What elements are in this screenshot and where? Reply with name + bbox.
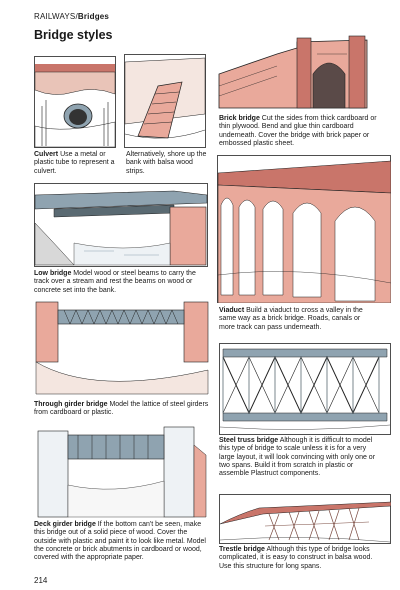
shored-bank-illustration	[124, 54, 206, 148]
low-bridge-caption: Low bridge Model wood or steel beams to carry the track over a stream and rest the beams on wood or concrete set into the bank.	[34, 270, 196, 294]
deck-girder-illustration	[34, 425, 208, 519]
brick-bridge-illustration	[217, 34, 369, 110]
low-bridge-illustration	[34, 183, 208, 267]
deck-girder-caption: Deck girder bridge If the bottom can't be seen, make this bridge out of a solid piece of wood. Cover the outside with plastic and paint it to look like metal. Model the concrete or brick abutments in cardboard or wood, covered with the appropriate paper.	[34, 521, 206, 562]
culvert-illustration	[34, 56, 116, 148]
through-girder-illustration	[34, 300, 210, 396]
steel-truss-caption: Steel truss bridge Although it is difficult to model this type of bridge to scale unless it is for a very large layout, it will look convincing with only one or two spans. Build it from scratch in plastic or assemble Plastruct components.	[219, 437, 376, 478]
trestle-illustration	[219, 494, 391, 544]
page-title: Bridge styles	[34, 28, 113, 42]
running-header: RAILWAYS/Bridges	[34, 12, 110, 21]
through-girder-caption: Through girder bridge Model the lattice of steel girders from cardboard or plastic.	[34, 401, 209, 417]
brick-bridge-caption: Brick bridge Cut the sides from thick cardboard or thin plywood. Bend and glue thin cardboard underneath. Cover the bridge with brick paper or embossed plastic sheet.	[219, 115, 377, 147]
trestle-caption: Trestle bridge Although this type of bridge looks complicated, it is easy to construct in balsa wood. Use this structure for long spans.	[219, 546, 373, 570]
alternative-caption: Alternatively, shore up the bank with balsa wood strips.	[126, 151, 207, 175]
viaduct-caption: Viaduct Build a viaduct to cross a valley in the same way as a brick bridge. Roads, canals or more track can pass underneath.	[219, 307, 363, 331]
steel-truss-illustration	[219, 343, 391, 435]
page-number: 214	[34, 576, 48, 585]
culvert-caption: Culvert Use a metal or plastic tube to represent a culvert.	[34, 151, 115, 175]
viaduct-illustration	[217, 155, 391, 303]
